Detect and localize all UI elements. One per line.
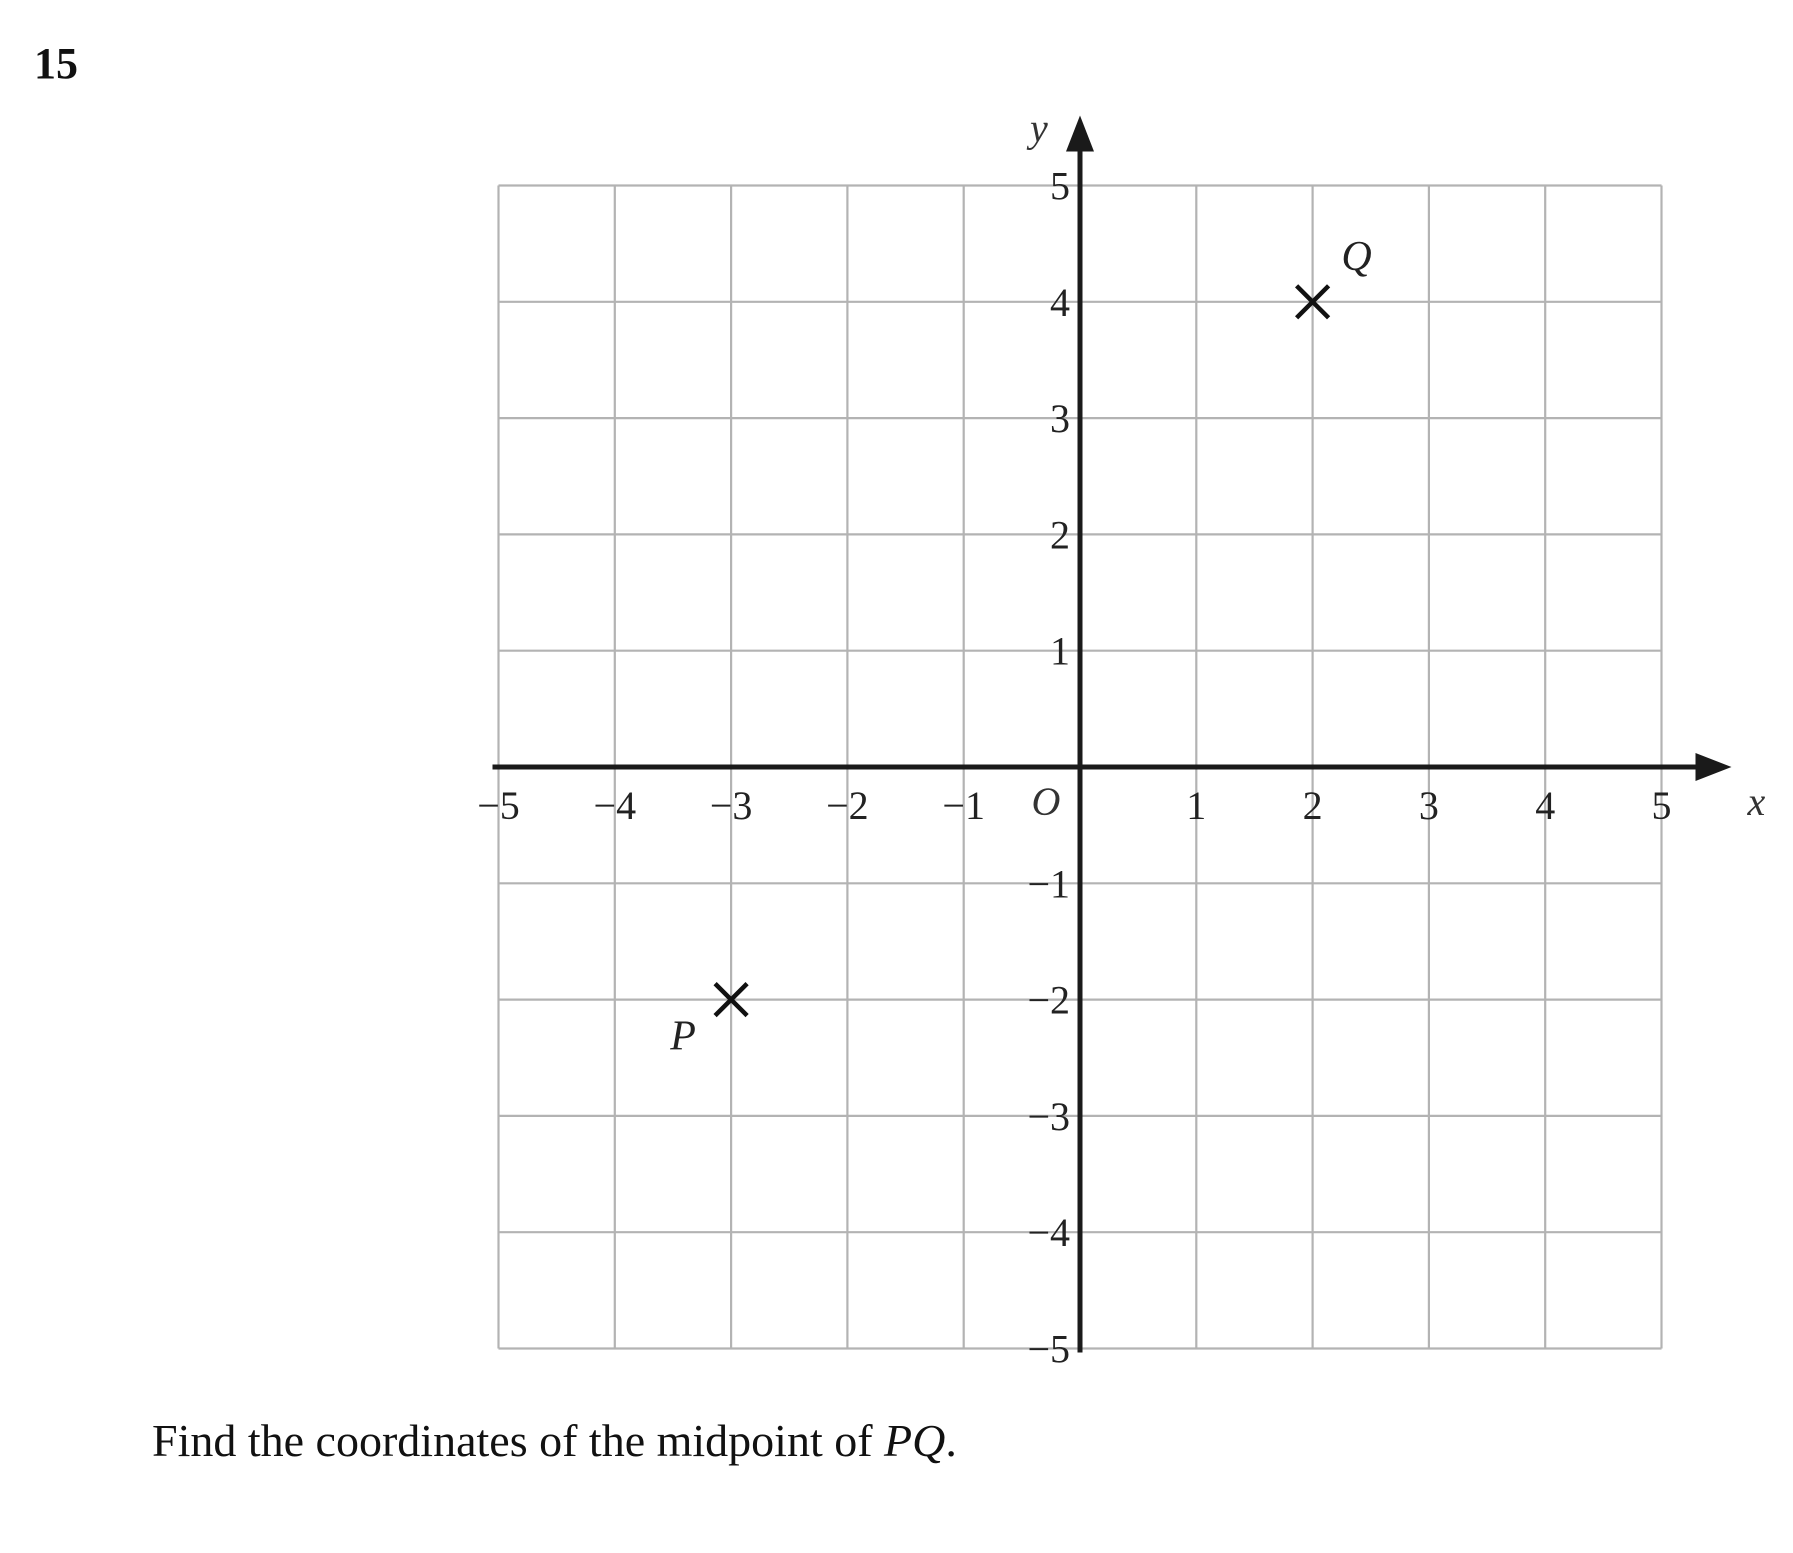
- y-tick-label: 5: [1050, 163, 1070, 209]
- y-tick-label: −5: [1027, 1326, 1070, 1372]
- x-axis-label: x: [1747, 779, 1766, 824]
- y-tick-label: −4: [1027, 1210, 1070, 1256]
- question-prefix: Find the coordinates of the midpoint of: [152, 1415, 885, 1466]
- y-tick-label: −1: [1027, 861, 1070, 907]
- x-tick-label: −1: [942, 783, 985, 828]
- x-tick-label: −4: [593, 783, 637, 828]
- question-text: [152, 1414, 957, 1467]
- axes: [493, 106, 1766, 1353]
- y-tick-label: −3: [1027, 1093, 1070, 1139]
- point-label-Q: Q: [1341, 233, 1372, 280]
- x-tick-label: 5: [1651, 783, 1672, 828]
- y-tick-label: 3: [1050, 396, 1070, 442]
- x-tick-label: 2: [1302, 783, 1323, 828]
- plotted-points: [669, 234, 1372, 1060]
- x-tick-label: 3: [1418, 783, 1439, 828]
- origin-label: O: [1031, 779, 1061, 824]
- x-tick-label: −3: [709, 783, 753, 828]
- y-axis-arrowhead: [1066, 116, 1094, 152]
- y-tick-label: 4: [1050, 279, 1070, 325]
- y-tick-label: 1: [1050, 628, 1070, 674]
- x-tick-label: −2: [826, 783, 869, 828]
- x-axis-arrowhead: [1696, 753, 1732, 781]
- y-tick-label: −2: [1027, 977, 1070, 1023]
- y-tick-label: 2: [1050, 512, 1070, 558]
- question-number: 15: [34, 39, 78, 88]
- segment-label: PQ: [884, 1415, 946, 1466]
- point-label-P: P: [670, 1013, 696, 1060]
- x-tick-label: 4: [1535, 783, 1556, 828]
- question-suffix: .: [945, 1415, 957, 1466]
- y-axis-label: y: [1030, 105, 1048, 151]
- x-tick-label: 1: [1186, 783, 1207, 828]
- x-tick-label: −5: [477, 783, 520, 828]
